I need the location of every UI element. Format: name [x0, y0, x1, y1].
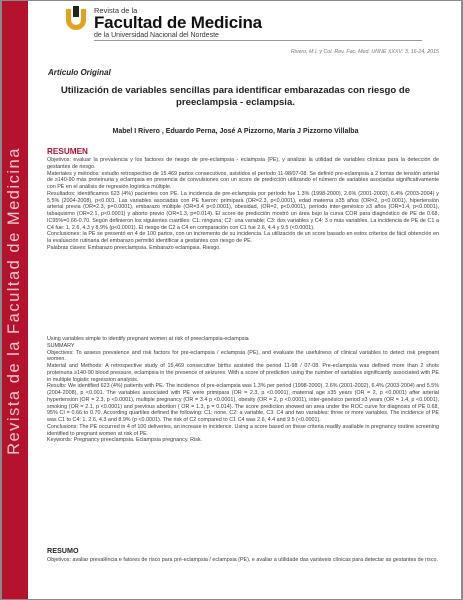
- summary-body: [47, 336, 439, 444]
- resumen-methods: Materiales y métodos: estudio retrospectivo de 15.469 partos consecutivos, asistidos el período 11-98/07-08. Se definió pre-eclampsia a 2 tomas de tensión arterial de ≥140-90 más proteinuria y eclampsia en presencia de convulsiones con un score de predicción utilizando el número de variables asociadas significativamente con PE en el análisis de regresión logística múltiple.: [47, 170, 439, 190]
- resumen-keywords: Palabras claves: Embarazo preeclampsia. Embarazo eclampsia. Riesgo.: [47, 244, 221, 251]
- header-journal-prefix: Revista de la: [94, 6, 138, 15]
- summary-objectives: Objectives: To assess prevalence and risk factors for pre-eclampsia / eclampsia (PE), and evaluate the usefulness of clinical variables to detect risk pregnant women.: [47, 349, 439, 363]
- resumen-body: [47, 157, 439, 252]
- article-authors: Mabel I Rivero , Eduardo Perna, José A Pizzorno, María J Pizzorno Villalba: [112, 128, 359, 135]
- journal-side-band: [2, 1, 28, 599]
- resumen-objectives: Objetivos: evaluar la prevalencia y los factores de riesgo de pre-eclampsia - eclampsia (PE), y analizar la utilidad de variables clínicas para la detección de gestantes de riesgo.: [47, 157, 439, 170]
- header-faculty-name: Facultad de Medicina: [94, 13, 262, 32]
- summary-english-title: Using variables simple to identify pregnant women at risk of preeclampsia-eclampsia: [47, 336, 249, 342]
- resumen-heading: RESUMEN: [47, 147, 88, 156]
- journal-vertical-title: Revista de la Facultad de Medicina: [5, 147, 23, 455]
- header-divider: [94, 40, 422, 41]
- summary-conclusions: Conclusions: The PE occurred in 4 of 100 deliveries, an increase in incidence. Using a score based on these criteria readily available in pregnancy routine screening identified to pregnant women at risk of PE.: [47, 423, 439, 437]
- resumo-body: [47, 557, 439, 564]
- resumo-objectives: Objetivos: avaliar prevalência e fatores de risco para pré-eclampsia / eclampsia (PE), e avaliar a utilidade das variáveis clínicas para detectar as gestantes de risco.: [47, 557, 439, 563]
- resumen-results: Resultados: identificamos 623 (4%) pacientes con PE. La incidencia de pre-eclampsia por período fue 1.3% (1998-2000), 2.6% (2001-2002), 6.4% (2003-2004) y 5.5% (2004-2008), p<0.001. Las variables asociadas con PE fueron: primípara (OR=2.3, p<0.0001), edad materna ≥35 años (OR=2, p<0.0001), hipertensión arterial previa (OR=2.3, p=0.0001), embarazo múltiple (OR=3.4 p<0.0001), obesidad, (OR=2, p<0.0001), período inter-genésico ≥3 años (OR=1.4, p<0.0001), tabaquismo (OR=2.1, p<0.0001) y aborto previo (OR=1.3, p=0.014). El score de predicción mostró un área bajo la curva COR para diagnóstico de PE de 0.68, IC95%=0.66-0.70. Según definieron los siguientes cuartiles: C1: ninguna; C2: una variable; C3: dos variables y C4: 3 o más variables. La incidencia de PE de C1 a C4 fue: 1, 2.6, 4.3 y 8.9% (p<0.0001). El riesgo de C2 a C4 en comparación con C1 fue 2.6, 4.4 y 9.5 (<0.0001).: [47, 190, 439, 231]
- article-title: Utilización de variables sencillas para identificar embarazadas con riesgo de preeclampsia - eclampsia.: [60, 85, 411, 108]
- header-university: de la Universidad Nacional del Nordeste: [94, 32, 219, 39]
- article-section-label: Artículo Original: [48, 68, 111, 77]
- journal-page: [2, 1, 461, 599]
- article-citation: Rivero, M.I. y Col. Rev. Fac. Med. UNNE XXXV: 3, 16-24, 2015: [290, 49, 439, 55]
- journal-logo-icon: [64, 6, 88, 34]
- summary-keywords: Keywords: Pregnancy preeclampsia. Eclampsia pregnancy. Risk.: [47, 437, 203, 444]
- resumo-heading: RESUMO: [47, 546, 79, 555]
- resumen-conclusions: Conclusiones: la PE se presentó en 4 de 100 partos, con un incremento de su incidencia. La utilización de un score basado en estos criterios de fácil obtención en la evaluación rutinaria del embarazo permitió identificar a gestantes con riesgo de PE.: [47, 231, 439, 244]
- summary-results: Results: We identified 623 (4%) patients with PE. The incidence of pre-eclampsia was 1.3% per period (1998-2000), 2.6% (2001-2002), 6.4% (2003-2004) and 5.5% (2004-2008), p <0.001. The variables associated with PE were primipara (OR = 2.3, p <0.0001), maternal age ≥35 years (OR = 2, p <0.0001) after arterial hypertension (OR = 2.3, p <0.0001), multiple pregnancy (OR = 3.4 p <0.0001), obesity (OR = 2, p <0.0001), inter-genésico period ≥3 years (OR = 1.4, p <0.0001), smoking (OR = 2.1, p <0.0001) and previous abortion ( OR = 1.3, p = 0.014). The score prediction showed an area under the ROC curve for diagnosis of PE 0.68, 95% CI = 0.66 to 0.70. According quartiles defined the following: C1: none, C2: a variable, C3: C4 and two variables: three or more variables. The incidence of PE was C1 to C4: 1, 2.6, 4.3 and 8.9% (p <0.0001). The risk of C2 compared to C1 C4 was 2.6, 4.4 and 9.5 (<0.0001).: [47, 383, 439, 423]
- summary-heading: SUMMARY: [47, 342, 75, 349]
- summary-methods: Material and Methods: A retrospective study of 15,469 consecutive births assisted the period 11-98 / 07-08. Pre-eclampsia was defined more than 2 shots proteinuria ≥140-90 blood pressure, eclampsia in the presence of seizures. With a score of prediction using the number of variables significantly associated with PE in multiple logistic regression analysis.: [47, 363, 439, 383]
